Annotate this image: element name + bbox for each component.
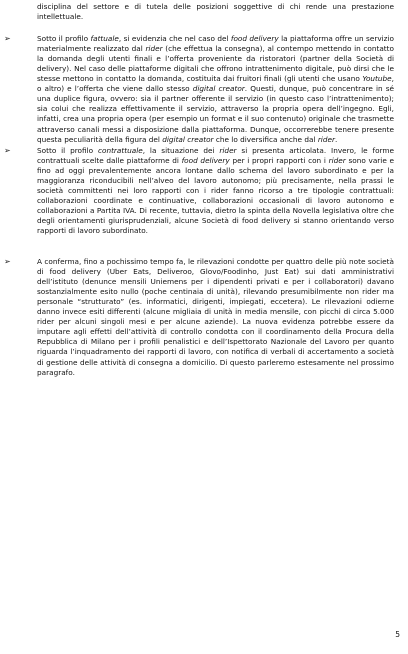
text-run: che lo diversifica anche dal — [213, 134, 318, 144]
arrow-bullet-icon: ➢ — [4, 257, 11, 267]
italic-term: food delivery — [181, 155, 230, 165]
text-run: Sotto il profilo — [37, 34, 91, 44]
text-run: , la situazione dei — [142, 145, 220, 155]
text-run: . Questi, dunque, può concentrare in sé una duplice figura, ovvero: sia il partner offerente il servizio (in questo caso l’intrattenimento); sia colui che realizza effettivamente il servizio, attraverso la propria opera dell’ingegno. Egli, infatti, crea una propria opera (per esempio un format e il suo contenuto) originale che trasmette attraverso canali messi a disposizione dalla piattaforma. Dunque, occorrerebbe tenere presente questa peculiarità della figura del — [37, 84, 394, 144]
text-run: per i propri rapporti con i — [229, 155, 329, 165]
italic-term: fattuale — [90, 34, 119, 44]
bullet-paragraph-contrattuale — [4, 145, 395, 236]
italic-term: rider — [219, 145, 237, 155]
page-number: 5 — [395, 630, 400, 639]
text-run: . — [334, 134, 338, 144]
bullet-text — [37, 34, 394, 143]
text-run: Sotto il profilo — [37, 145, 98, 155]
arrow-bullet-icon: ➢ — [4, 34, 11, 44]
bullet-paragraph-conferma — [4, 257, 394, 378]
italic-term: Youtube — [362, 74, 392, 84]
italic-term: contrattuale — [97, 145, 143, 155]
bullet-text — [37, 146, 394, 235]
text-run: la piattaforma offre un servizio materialmente realizzato dal — [37, 34, 394, 54]
text-run: , o altro) e l’offerta che viene dallo stesso — [37, 74, 394, 94]
intro-paragraph: disciplina del settore e di tutela delle posizioni soggettive di chi rende una prestazione intellettuale. — [37, 2, 394, 22]
bullet-paragraph-fattuale — [4, 34, 394, 145]
italic-term: food delivery — [230, 34, 279, 44]
text-run: sono varie e fino ad oggi prevalentemente ancora lontane dallo schema del lavoro subordinato e per la maggioranza riconducibili nell’alveo del lavoro autonomo; più precisamente, nella prassi le società committenti nei loro rapporti con i rider fanno ricorso a tre tipologie contrattuali: collaborazioni coordinate e continuative, collaborazioni occasionali di lavoro autonomo e collaborazioni a Partita IVA. Di recente, tuttavia, dietro la spinta della Novella legislativa oltre che degli orientamenti giurisprudenziali, alcune Società di food delivery si stanno orientando verso rapporti di lavoro subordinato. — [37, 155, 394, 235]
bullet-text — [37, 257, 394, 377]
text-run: si presenta articolata. Invero, le forme contrattuali scelte dalle piattaforme di — [37, 145, 395, 165]
italic-term: digital creator — [192, 84, 245, 94]
italic-term: rider — [317, 134, 335, 144]
text-run: A conferma, fino a pochissimo tempo fa, le rilevazioni condotte per quattro delle più note società di food delivery (Uber Eats, Deliveroo, Glovo/Foodinho, Just Eat) sui dati amministrativi dell’istituto (denunce mensili Uniemens per i dipendenti privati e per i collaboratori) davano sostanzialmente esito nullo (poche centinaia di unità), rilevando presumibilmente non rider ma personale “strutturato” (es. informatici, dirigenti, impiegati, eccetera). Le rilevazioni odierne danno invece esiti differenti (alcune migliaia di unità in media mensile, con picchi di circa 5.000 rider per alcuni singoli mesi e per alcune aziende). La nuova evidenza potrebbe essere da imputare agli effetti dell’attività di controllo condotta con il coordinamento della Procura della Repubblica di Milano per i profili penalistici e dell’Ispettorato Nazionale del Lavoro per quanto riguarda l’inquadramento dei rapporti di lavoro, con notifica di verbali di accertamento a società di gestione delle attività di consegna a domicilio. Di questo parleremo estesamente nel prossimo paragrafo. — [37, 257, 394, 377]
text-run: (che effettua la consegna), al contempo mettendo in contatto la domanda degli utenti finali e l’offerta proveniente da ristoratori (partner della Società di delivery). Nel caso delle piattaforme digitali che offrono intrattenimento digitale, può dirsi che le stesse mettono in contatto la domanda, costituita dai fruitori finali (gli utenti che usano — [37, 44, 394, 84]
italic-term: rider — [145, 44, 163, 54]
italic-term: rider — [328, 155, 346, 165]
arrow-bullet-icon: ➢ — [4, 145, 11, 155]
text-run: , si evidenzia che nel caso del — [118, 34, 231, 44]
italic-term: digital creator — [162, 134, 214, 144]
